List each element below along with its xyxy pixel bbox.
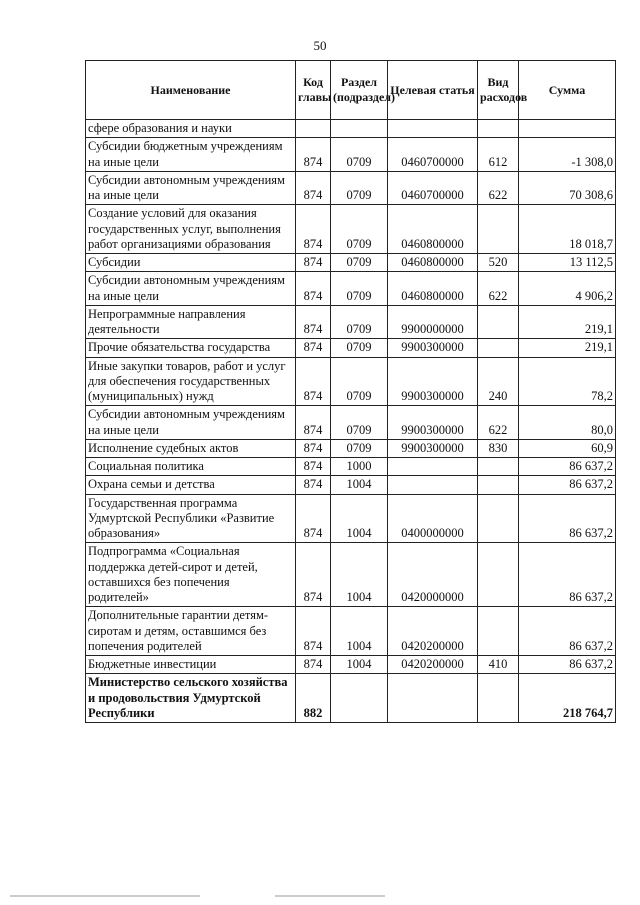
header-code: Код главы xyxy=(296,61,331,120)
row-code xyxy=(296,120,331,138)
row-expense-type: 622 xyxy=(478,406,519,440)
row-target: 9900300000 xyxy=(388,339,478,357)
table-row xyxy=(86,406,616,440)
row-sum: 13 112,5 xyxy=(519,254,616,272)
row-expense-type: 240 xyxy=(478,357,519,406)
row-code: 874 xyxy=(296,254,331,272)
table-row xyxy=(86,254,616,272)
row-sum: -1 308,0 xyxy=(519,138,616,172)
header-name: Наименование xyxy=(86,61,296,120)
row-code: 874 xyxy=(296,439,331,457)
row-section: 1004 xyxy=(331,494,388,543)
row-section: 0709 xyxy=(331,205,388,254)
row-target: 0460800000 xyxy=(388,254,478,272)
row-expense-type xyxy=(478,476,519,494)
row-expense-type: 622 xyxy=(478,171,519,205)
header-section: Раздел (подраздел) xyxy=(331,61,388,120)
table-row xyxy=(86,138,616,172)
table-row xyxy=(86,339,616,357)
row-code: 874 xyxy=(296,138,331,172)
table-header-row xyxy=(86,61,616,120)
row-name: Субсидии автономным учреждениям на иные цели xyxy=(86,272,296,306)
row-code: 874 xyxy=(296,406,331,440)
row-target: 0460800000 xyxy=(388,272,478,306)
row-section: 0709 xyxy=(331,171,388,205)
row-target: 0400000000 xyxy=(388,494,478,543)
row-target xyxy=(388,458,478,476)
row-section: 1000 xyxy=(331,458,388,476)
row-section: 0709 xyxy=(331,339,388,357)
row-target: 0420200000 xyxy=(388,656,478,674)
row-expense-type xyxy=(478,674,519,723)
row-sum: 78,2 xyxy=(519,357,616,406)
row-name: Социальная политика xyxy=(86,458,296,476)
row-target: 0420200000 xyxy=(388,607,478,656)
row-sum: 86 637,2 xyxy=(519,543,616,607)
row-expense-type: 410 xyxy=(478,656,519,674)
row-expense-type: 830 xyxy=(478,439,519,457)
row-section: 0709 xyxy=(331,406,388,440)
row-sum xyxy=(519,120,616,138)
row-target: 9900000000 xyxy=(388,305,478,339)
row-name: Бюджетные инвестиции xyxy=(86,656,296,674)
row-code: 874 xyxy=(296,357,331,406)
row-name: Исполнение судебных актов xyxy=(86,439,296,457)
row-expense-type: 520 xyxy=(478,254,519,272)
row-name: Субсидии xyxy=(86,254,296,272)
header-sum: Сумма xyxy=(519,61,616,120)
row-target xyxy=(388,120,478,138)
row-section: 1004 xyxy=(331,607,388,656)
row-code: 874 xyxy=(296,339,331,357)
row-code: 874 xyxy=(296,494,331,543)
row-name: Прочие обязательства государства xyxy=(86,339,296,357)
row-sum: 18 018,7 xyxy=(519,205,616,254)
row-sum: 219,1 xyxy=(519,339,616,357)
table-row xyxy=(86,439,616,457)
row-section: 0709 xyxy=(331,357,388,406)
row-target: 0460700000 xyxy=(388,138,478,172)
row-code: 874 xyxy=(296,607,331,656)
row-expense-type xyxy=(478,494,519,543)
row-code: 874 xyxy=(296,272,331,306)
row-code: 874 xyxy=(296,458,331,476)
table-row xyxy=(86,656,616,674)
row-target xyxy=(388,674,478,723)
table-row xyxy=(86,674,616,723)
row-sum: 86 637,2 xyxy=(519,494,616,543)
row-code: 874 xyxy=(296,656,331,674)
row-code: 874 xyxy=(296,205,331,254)
row-section: 0709 xyxy=(331,254,388,272)
row-name: Дополнительные гарантии детям-сиротам и детям, оставшимся без попечения родителей xyxy=(86,607,296,656)
row-expense-type: 612 xyxy=(478,138,519,172)
row-section: 1004 xyxy=(331,543,388,607)
row-name: сфере образования и науки xyxy=(86,120,296,138)
row-section xyxy=(331,120,388,138)
row-target: 9900300000 xyxy=(388,439,478,457)
header-target: Целевая статья xyxy=(388,61,478,120)
row-sum: 218 764,7 xyxy=(519,674,616,723)
row-expense-type xyxy=(478,458,519,476)
row-name: Иные закупки товаров, работ и услуг для обеспечения государственных (муниципальных) нужд xyxy=(86,357,296,406)
row-expense-type xyxy=(478,305,519,339)
header-expense-type: Вид расходов xyxy=(478,61,519,120)
table-row xyxy=(86,543,616,607)
row-name: Субсидии автономным учреждениям на иные цели xyxy=(86,171,296,205)
row-sum: 86 637,2 xyxy=(519,476,616,494)
scan-artifact xyxy=(275,895,385,897)
row-target xyxy=(388,476,478,494)
table-row xyxy=(86,607,616,656)
table-row xyxy=(86,205,616,254)
row-sum: 86 637,2 xyxy=(519,656,616,674)
row-section: 0709 xyxy=(331,272,388,306)
row-sum: 219,1 xyxy=(519,305,616,339)
row-section: 0709 xyxy=(331,138,388,172)
budget-table xyxy=(85,60,616,723)
row-sum: 4 906,2 xyxy=(519,272,616,306)
table-row xyxy=(86,272,616,306)
row-name: Создание условий для оказания государственных услуг, выполнения работ организациями образования xyxy=(86,205,296,254)
row-name: Подпрограмма «Социальная поддержка детей-сирот и детей, оставшихся без попечения родителей» xyxy=(86,543,296,607)
row-code: 874 xyxy=(296,171,331,205)
row-name: Государственная программа Удмуртской Республики «Развитие образования» xyxy=(86,494,296,543)
row-sum: 60,9 xyxy=(519,439,616,457)
row-sum: 80,0 xyxy=(519,406,616,440)
row-sum: 86 637,2 xyxy=(519,458,616,476)
row-target: 9900300000 xyxy=(388,406,478,440)
row-expense-type xyxy=(478,607,519,656)
row-section: 1004 xyxy=(331,476,388,494)
row-code: 874 xyxy=(296,476,331,494)
row-name: Непрограммные направления деятельности xyxy=(86,305,296,339)
table-row xyxy=(86,305,616,339)
row-expense-type xyxy=(478,543,519,607)
row-section xyxy=(331,674,388,723)
table-row xyxy=(86,357,616,406)
table-row xyxy=(86,120,616,138)
scan-artifact xyxy=(10,895,200,897)
row-target: 0460800000 xyxy=(388,205,478,254)
row-name: Министерство сельского хозяйства и продовольствия Удмуртской Республики xyxy=(86,674,296,723)
page-number: 50 xyxy=(313,38,327,53)
row-name: Субсидии автономным учреждениям на иные цели xyxy=(86,406,296,440)
row-target: 0420000000 xyxy=(388,543,478,607)
table-row xyxy=(86,494,616,543)
row-expense-type xyxy=(478,120,519,138)
table-row xyxy=(86,171,616,205)
row-code: 874 xyxy=(296,543,331,607)
row-section: 1004 xyxy=(331,656,388,674)
row-section: 0709 xyxy=(331,439,388,457)
row-code: 874 xyxy=(296,305,331,339)
row-name: Субсидии бюджетным учреждениям на иные цели xyxy=(86,138,296,172)
table-row xyxy=(86,476,616,494)
row-code: 882 xyxy=(296,674,331,723)
table-body xyxy=(86,120,616,723)
table-row xyxy=(86,458,616,476)
row-expense-type: 622 xyxy=(478,272,519,306)
row-target: 0460700000 xyxy=(388,171,478,205)
row-sum: 86 637,2 xyxy=(519,607,616,656)
row-target: 9900300000 xyxy=(388,357,478,406)
row-sum: 70 308,6 xyxy=(519,171,616,205)
row-section: 0709 xyxy=(331,305,388,339)
row-expense-type xyxy=(478,339,519,357)
row-name: Охрана семьи и детства xyxy=(86,476,296,494)
row-expense-type xyxy=(478,205,519,254)
